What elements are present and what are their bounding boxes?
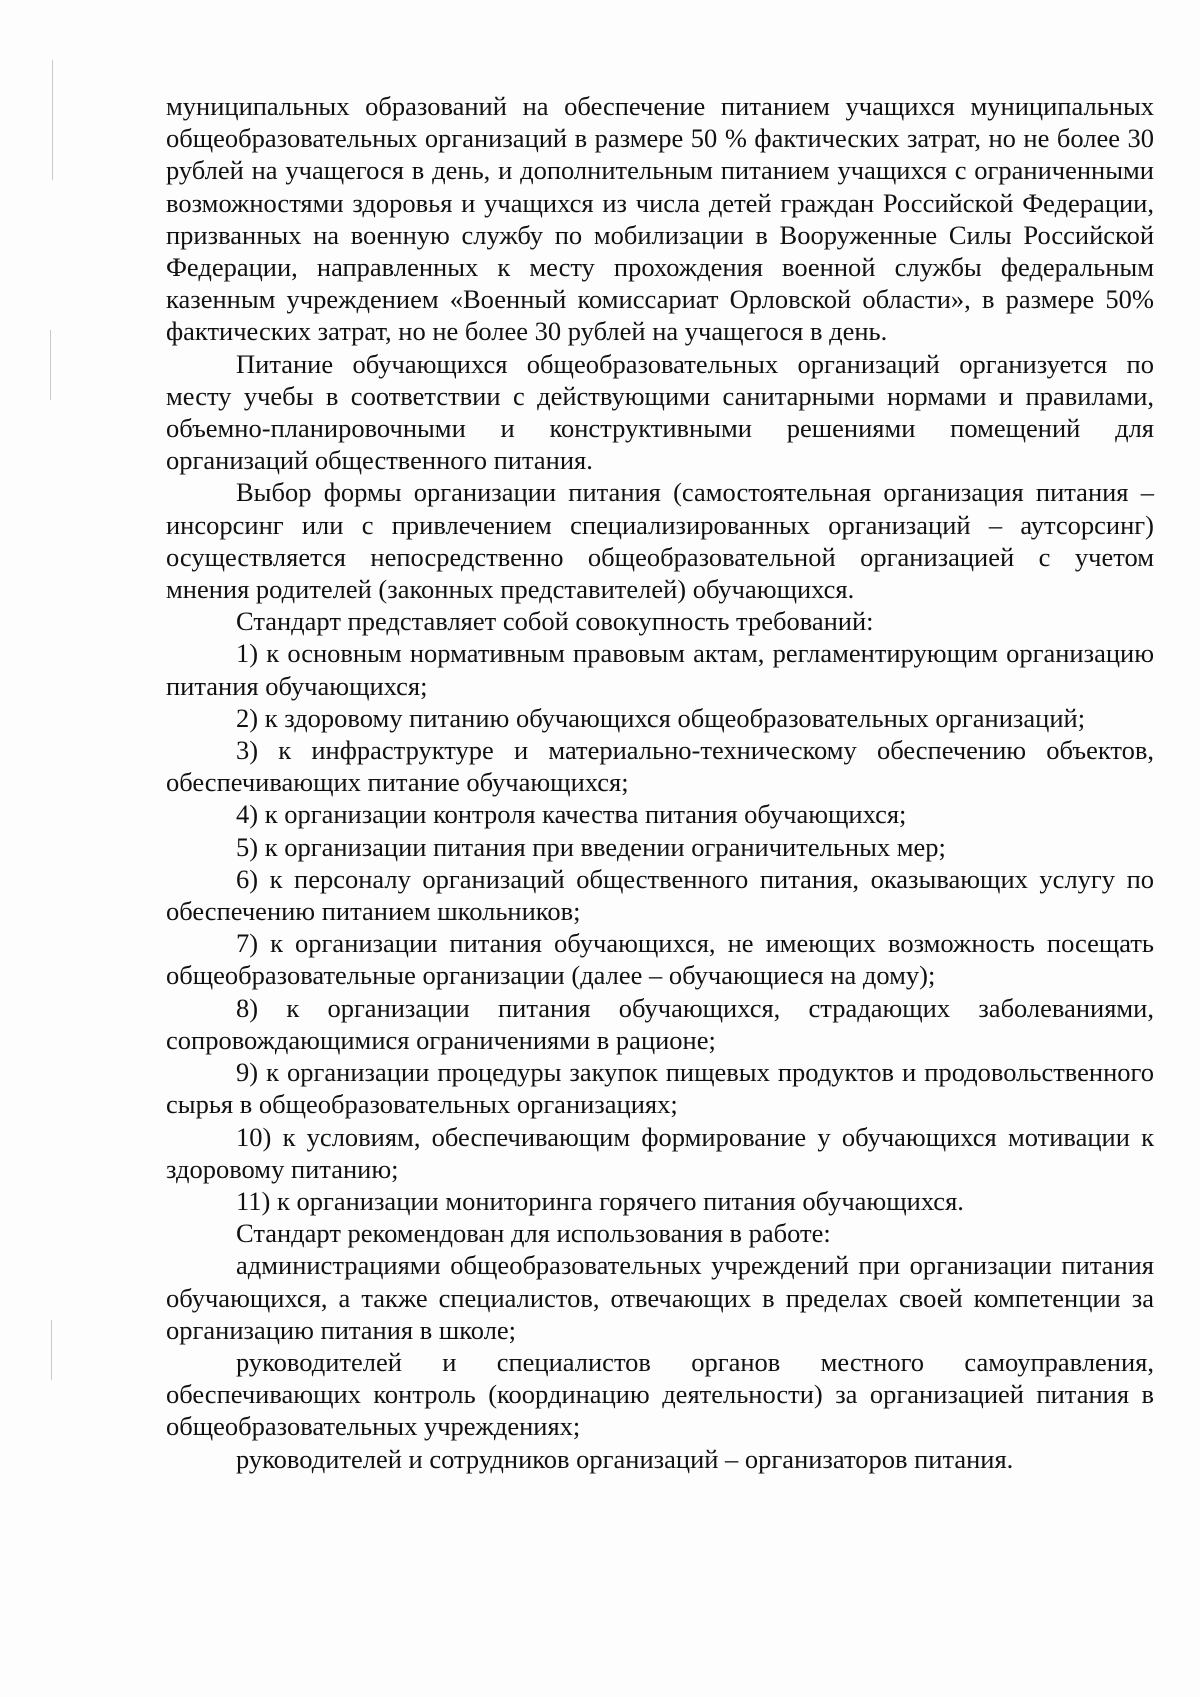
list-item-5: 5) к организации питания при введении ограничительных мер; bbox=[236, 831, 946, 862]
paragraph-usage-local-government: руководителей и специалистов органов местного самоуправления, обеспечивающих контроль (координацию деятельности) за организацией питания в общеобразовательных учреждениях; bbox=[166, 1346, 1154, 1442]
list-item-7: 7) к организации питания обучающихся, не имеющих возможность посещать общеобразовательные организации (далее – обучающиеся на дому); bbox=[166, 928, 1154, 991]
list-item-9: 9) к организации процедуры закупок пищевых продуктов и продовольственного сырья в общеобразовательных организациях; bbox=[166, 1057, 1154, 1120]
list-item-4: 4) к организации контроля качества питания обучающихся; bbox=[236, 799, 907, 830]
paragraph-funding: муниципальных образований на обеспечение питанием учащихся муниципальных общеобразовательных организаций в размере 50 % фактических затрат, но не более 30 рублей на учащегося в день, и дополнительным питанием учащихся с ограниченными возможностями здоровья и учащихся из числа детей граждан Российской Федерации, призванных на военную службу по мобилизации в Вооруженные Силы Российской Федерации, направленных к месту прохождения военной службы федеральным казенным учреждением «Военный комиссариат Орловской области», в размере 50% фактических затрат, но не более 30 рублей на учащегося в день. bbox=[166, 91, 1154, 347]
paragraph-usage-organizers: руководителей и сотрудников организаций – организаторов питания. bbox=[236, 1443, 1014, 1474]
list-item-1: 1) к основным нормативным правовым актам, регламентирующим организацию питания обучающихся; bbox=[166, 638, 1154, 701]
list-item-8: 8) к организации питания обучающихся, страдающих заболеваниями, сопровождающимися ограничениями в рационе; bbox=[166, 992, 1154, 1055]
list-item-2: 2) к здоровому питанию обучающихся общеобразовательных организаций; bbox=[236, 702, 1086, 733]
list-item-10: 10) к условиям, обеспечивающим формирование у обучающихся мотивации к здоровому питанию; bbox=[166, 1121, 1154, 1184]
scan-artifact bbox=[52, 60, 53, 180]
document-body bbox=[166, 90, 1154, 1475]
paragraph-standard-intro: Стандарт представляет собой совокупность требований: bbox=[236, 606, 874, 637]
scan-artifact bbox=[51, 1320, 52, 1380]
scan-artifact bbox=[50, 330, 51, 400]
paragraph-organization: Питание обучающихся общеобразовательных организаций организуется по месту учебы в соответствии с действующими санитарными нормами и правилами, объемно-планировочными и конструктивными решениями помещений для организаций общественного питания. bbox=[166, 348, 1154, 476]
list-item-11: 11) к организации мониторинга горячего питания обучающихся. bbox=[236, 1185, 964, 1216]
paragraph-usage-intro: Стандарт рекомендован для использования в работе: bbox=[236, 1218, 831, 1249]
paragraph-form-choice: Выбор формы организации питания (самостоятельная организация питания – инсорсинг или с привлечением специализированных организаций – аутсорсинг) осуществляется непосредственно общеобразовательной организацией с учетом мнения родителей (законных представителей) обучающихся. bbox=[166, 477, 1154, 605]
list-item-6: 6) к персоналу организаций общественного питания, оказывающих услугу по обеспечению питанием школьников; bbox=[166, 863, 1154, 927]
list-item-3: 3) к инфраструктуре и материально-техническому обеспечению объектов, обеспечивающих питание обучающихся; bbox=[166, 735, 1154, 798]
paragraph-usage-administrations: администрациями общеобразовательных учреждений при организации питания обучающихся, а также специалистов, отвечающих в пределах своей компетенции за организацию питания в школе; bbox=[166, 1250, 1154, 1345]
